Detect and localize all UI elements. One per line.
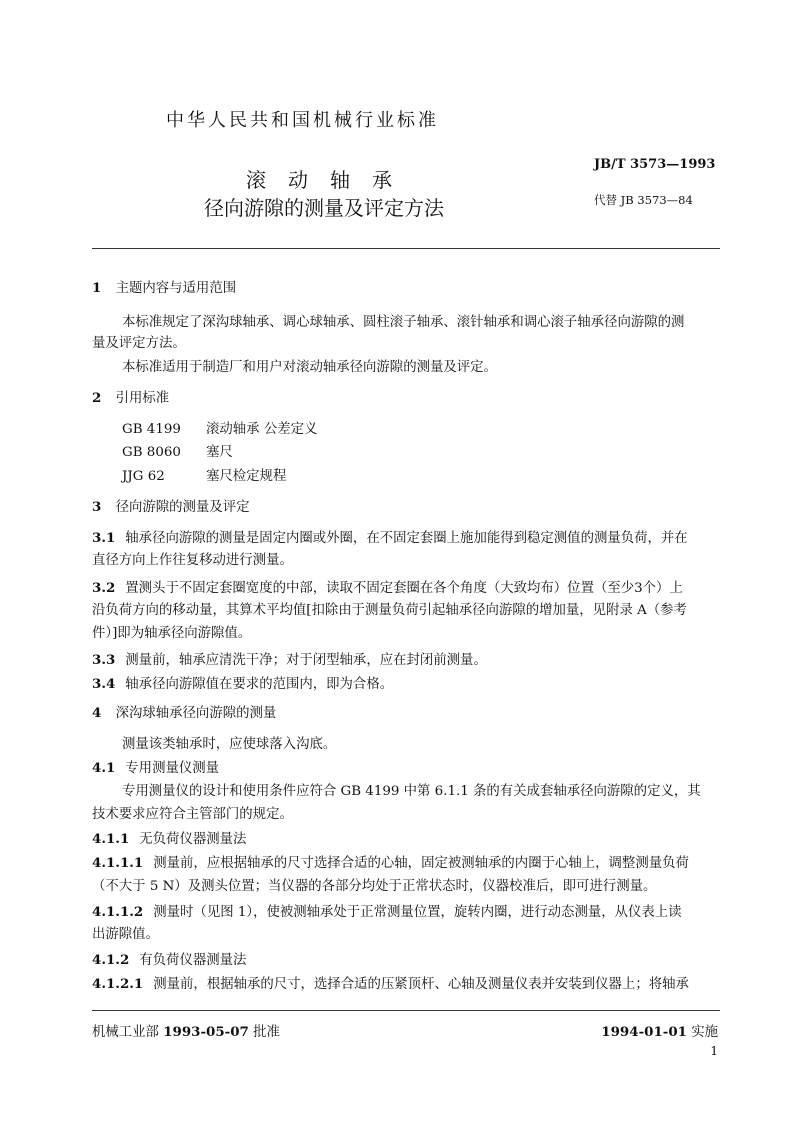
title-line-2: 径向游隙的测量及评定方法 — [204, 196, 444, 220]
paragraph: 本标准适用于制造厂和用户对滚动轴承径向游隙的测量及评定。 — [122, 360, 497, 375]
ref-title: 滚动轴承 公差定义 — [206, 422, 318, 437]
clause-3-3: 3.3 测量前，轴承应清洗干净；对于闭型轴承，应在封闭前测量。 — [92, 652, 487, 668]
footer-rule — [92, 1010, 720, 1011]
clause-3-4: 3.4 轴承径向游隙值在要求的范围内，即为合格。 — [92, 676, 394, 692]
paragraph: 技术要求应符合主管部门的规定。 — [92, 807, 293, 822]
clause-4-1-1: 4.1.1 无负荷仪器测量法 — [92, 831, 247, 847]
section-1-heading: 1 主题内容与适用范围 — [92, 280, 237, 296]
page-number: 1 — [710, 1044, 718, 1058]
clause-4-1: 4.1 专用测量仪测量 — [92, 760, 220, 776]
ref-title: 塞尺 — [206, 445, 233, 460]
effective-note: 1994-01-01 实施 — [601, 1024, 718, 1040]
paragraph: 出游隙值。 — [92, 927, 159, 942]
approval-note: 机械工业部 1993-05-07 批准 — [92, 1024, 280, 1040]
standard-code: JB/T 3573—1993 — [594, 157, 716, 172]
replaces-note: 代替 JB 3573—84 — [594, 193, 693, 207]
title-line-1: 滚动轴承 — [246, 168, 414, 192]
clause-4-1-1-2: 4.1.1.2 测量时（见图 1），使被测轴承处于正常测量位置，旋转内圈，进行动态测量，从仪表上读 — [92, 904, 682, 920]
paragraph: 专用测量仪的设计和使用条件应符合 GB 4199 中第 6.1.1 条的有关成套轴承径向游隙的定义，其 — [122, 784, 701, 799]
paragraph: 本标准规定了深沟球轴承、调心球轴承、圆柱滚子轴承、滚针轴承和调心滚子轴承径向游隙的测 — [122, 315, 685, 330]
clause-3-1: 3.1 轴承径向游隙的测量是固定内圈或外圈，在不固定套圈上施加能得到稳定测值的测量负荷，并在 — [92, 530, 688, 546]
paragraph: （不大于 5 N）及测头位置；当仪器的各部分均处于正常状态时，仪器校准后，即可进行测量。 — [92, 879, 657, 894]
ref-code: GB 8060 — [122, 445, 181, 460]
paragraph: 测量该类轴承时，应使球落入沟底。 — [122, 737, 337, 752]
clause-4-1-2-1: 4.1.2.1 测量前，根据轴承的尺寸，选择合适的压紧顶杆、心轴及测量仪表并安装到仪器上；将轴承 — [92, 976, 689, 992]
ref-code: GB 4199 — [122, 422, 181, 437]
industry-standard-heading: 中华人民共和国机械行业标准 — [166, 110, 439, 131]
ref-title: 塞尺检定规程 — [206, 469, 287, 484]
paragraph: 件）]即为轴承径向游隙值。 — [92, 626, 252, 641]
section-3-heading: 3 径向游隙的测量及评定 — [92, 499, 250, 515]
section-4-heading: 4 深沟球轴承径向游隙的测量 — [92, 705, 277, 721]
header-rule — [92, 248, 720, 249]
clause-4-1-1-1: 4.1.1.1 测量前，应根据轴承的尺寸选择合适的心轴，固定被测轴承的内圈于心轴上，调整测量负荷 — [92, 855, 689, 871]
section-2-heading: 2 引用标准 — [92, 390, 170, 406]
paragraph: 沿负荷方向的移动量，其算术平均值[扣除由于测量负荷引起轴承径向游隙的增加量，见附录 A（参考 — [92, 603, 687, 618]
paragraph: 直径方向上作往复移动进行测量。 — [92, 553, 293, 568]
clause-4-1-2: 4.1.2 有负荷仪器测量法 — [92, 952, 247, 968]
clause-3-2: 3.2 置测头于不固定套圈宽度的中部，读取不固定套圈在各个角度（大致均布）位置（至少3个）上 — [92, 580, 683, 596]
ref-code: JJG 62 — [122, 469, 165, 484]
paragraph: 量及评定方法。 — [92, 336, 186, 351]
